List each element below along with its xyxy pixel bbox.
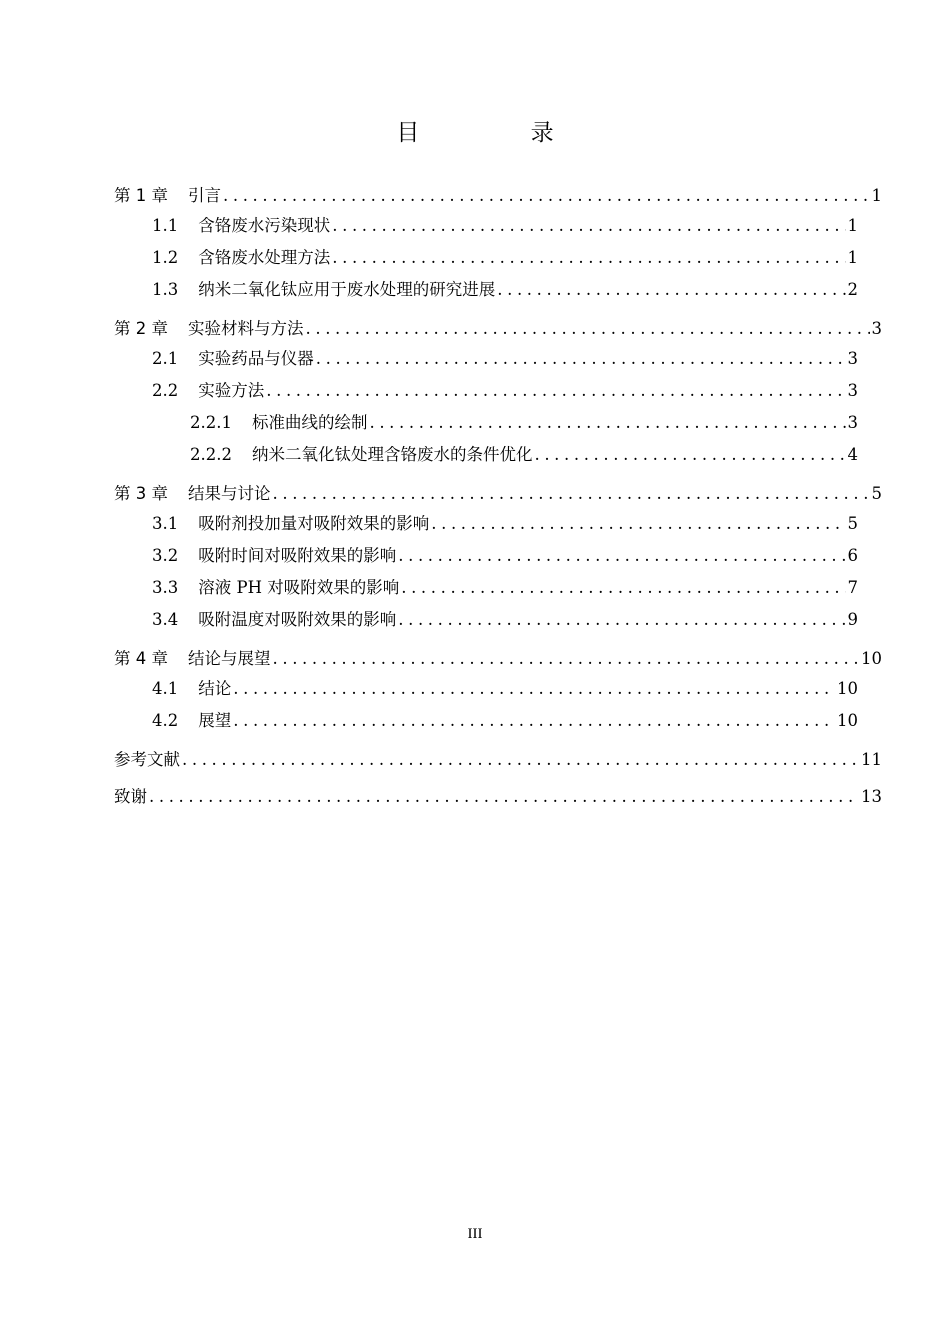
toc-dot-leader	[431, 508, 845, 540]
toc-dot-leader	[369, 407, 845, 439]
toc-dot-leader	[497, 274, 845, 306]
page-title: 目 录	[396, 120, 606, 146]
toc-entry-page: 2	[847, 280, 858, 299]
toc-entry-page: 5	[847, 514, 858, 533]
toc-dot-leader	[266, 375, 845, 407]
toc-entry[interactable]	[114, 480, 882, 508]
toc-entry-number: 第 4 章	[114, 649, 168, 668]
toc-entry[interactable]	[114, 783, 882, 811]
toc-entry-page: 7	[847, 578, 858, 597]
toc-entry-label: 溶液 PH 对吸附效果的影响	[198, 578, 400, 597]
toc-entry-label: 实验药品与仪器	[198, 349, 314, 368]
toc-dot-leader	[233, 705, 835, 737]
toc-entry[interactable]	[114, 645, 882, 673]
toc-entry-number: 3.4	[152, 610, 179, 629]
toc-entry-number: 2.2	[152, 381, 179, 400]
toc-dot-leader	[233, 673, 835, 705]
toc-entry-label: 实验材料与方法	[188, 319, 304, 338]
toc-entry-page: 3	[871, 319, 882, 338]
toc-entry-label: 吸附温度对吸附效果的影响	[198, 610, 397, 629]
toc-entry-page: 1	[847, 216, 858, 235]
toc-entry-page: 3	[847, 413, 858, 432]
page-number: III	[467, 1226, 483, 1242]
toc-entry-number: 第 1 章	[114, 186, 168, 205]
toc-entry-page: 10	[861, 649, 882, 668]
toc-entry-label: 致谢	[114, 787, 147, 806]
toc-entry-number: 4.1	[152, 679, 179, 698]
toc-dot-leader	[332, 242, 845, 274]
toc-entry[interactable]	[114, 508, 882, 540]
toc-entry-page: 13	[861, 787, 882, 806]
toc-entry[interactable]	[114, 210, 882, 242]
toc-dot-leader	[149, 783, 859, 811]
toc-entry[interactable]	[114, 705, 882, 737]
toc-entry-label: 引言	[188, 186, 221, 205]
toc-entry-label: 展望	[198, 711, 232, 730]
toc-dot-leader	[401, 572, 845, 604]
toc-dot-leader	[223, 182, 870, 210]
toc-entry[interactable]	[114, 604, 882, 636]
toc-entry[interactable]	[114, 572, 882, 604]
toc-dot-leader	[332, 210, 845, 242]
toc-dot-leader	[273, 645, 860, 673]
toc-entry-number: 3.3	[152, 578, 179, 597]
toc-entry[interactable]	[114, 407, 882, 439]
toc-entry[interactable]	[114, 439, 882, 471]
toc-entry[interactable]	[114, 182, 882, 210]
toc-entry-page: 9	[847, 610, 858, 629]
toc-entry-page: 3	[847, 381, 858, 400]
toc-entry[interactable]	[114, 274, 882, 306]
table-of-contents	[114, 182, 882, 811]
toc-entry-label: 结果与讨论	[188, 484, 271, 503]
toc-entry-label: 参考文献	[114, 750, 180, 769]
toc-entry[interactable]	[114, 343, 882, 375]
toc-entry[interactable]	[114, 375, 882, 407]
toc-entry-number: 1.2	[152, 248, 179, 267]
toc-entry-label: 标准曲线的绘制	[251, 413, 368, 432]
toc-entry-page: 10	[837, 679, 858, 698]
toc-entry[interactable]	[114, 315, 882, 343]
toc-entry-label: 吸附时间对吸附效果的影响	[198, 546, 397, 565]
toc-entry-number: 1.3	[152, 280, 179, 299]
toc-entry-label: 含铬废水处理方法	[198, 248, 331, 267]
toc-entry-page: 4	[847, 445, 858, 464]
toc-entry[interactable]	[114, 746, 882, 774]
toc-entry-label: 吸附剂投加量对吸附效果的影响	[198, 514, 430, 533]
toc-entry-page: 5	[871, 484, 882, 503]
toc-entry-number: 3.2	[152, 546, 179, 565]
toc-entry-label: 纳米二氧化钛应用于废水处理的研究进展	[198, 280, 496, 299]
toc-entry-page: 6	[847, 546, 858, 565]
toc-entry-number: 第 3 章	[114, 484, 168, 503]
toc-entry-label: 结论	[198, 679, 232, 698]
toc-entry-label: 结论与展望	[188, 649, 271, 668]
toc-entry-page: 11	[861, 750, 882, 769]
toc-entry-number: 4.2	[152, 711, 179, 730]
toc-dot-leader	[306, 315, 870, 343]
toc-entry-number: 3.1	[152, 514, 179, 533]
toc-entry-label: 实验方法	[198, 381, 265, 400]
toc-entry-label: 含铬废水污染现状	[198, 216, 331, 235]
toc-entry[interactable]	[114, 242, 882, 274]
toc-dot-leader	[398, 604, 845, 636]
toc-entry-number: 第 2 章	[114, 319, 168, 338]
toc-dot-leader	[534, 439, 845, 471]
toc-entry-number: 2.2.2	[190, 445, 232, 464]
toc-dot-leader	[316, 343, 846, 375]
toc-entry-page: 3	[847, 349, 858, 368]
toc-entry[interactable]	[114, 673, 882, 705]
toc-entry-page: 10	[837, 711, 858, 730]
toc-entry[interactable]	[114, 540, 882, 572]
toc-entry-label: 纳米二氧化钛处理含铬废水的条件优化	[251, 445, 533, 464]
toc-dot-leader	[182, 746, 859, 774]
toc-entry-page: 1	[847, 248, 858, 267]
toc-entry-page: 1	[871, 186, 882, 205]
toc-dot-leader	[273, 480, 870, 508]
toc-dot-leader	[398, 540, 845, 572]
toc-entry-number: 1.1	[152, 216, 179, 235]
toc-entry-number: 2.2.1	[190, 413, 232, 432]
toc-entry-number: 2.1	[152, 349, 179, 368]
